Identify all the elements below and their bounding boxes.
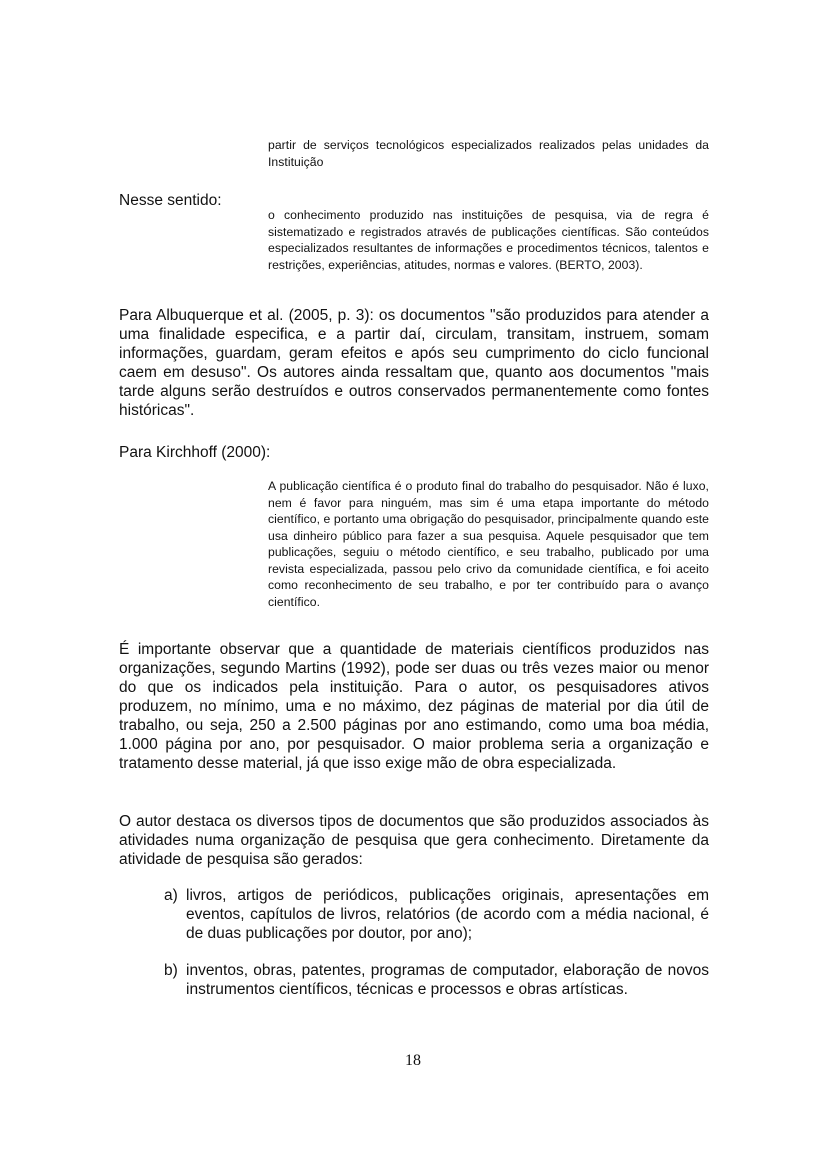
block-quote-continuation: partir de serviços tecnológicos especializados realizados pelas unidades da Instituição [268, 138, 709, 169]
list-item-text: inventos, obras, patentes, programas de computador, elaboração de novos instrumentos científicos, técnicas e processos e obras artísticas. [186, 962, 709, 998]
block-quote-kirchhoff: A publicação científica é o produto final do trabalho do pesquisador. Não é luxo, nem é favor para ninguém, mas sim é uma etapa importante do método científico, e portanto uma obrigação do pesquisador, principalmente quando este usa dinheiro público para fazer a sua pesquisa. Aquele pesquisador que tem publicações, seguiu o método científico, e seu trabalho, publicado por uma revista especializada, passou pelo crivo da comunidade científica, e foi aceito como reconhecimento de seu trabalho, e por ter contribuído para o avanço científico. [268, 479, 709, 609]
block-quote-berto: o conhecimento produzido nas instituições de pesquisa, via de regra é sistematizado e registrados através de publicações científicas. São conteúdos especializados resultantes de informações e procedimentos técnicos, talentos e restrições, experiências, atitudes, normas e valores. (BERTO, 2003). [268, 208, 709, 272]
list-item-a [164, 886, 709, 943]
paragraph-autor-destaca: O autor destaca os diversos tipos de documentos que são produzidos associados às atividades numa organização de pesquisa que gera conhecimento. Diretamente da atividade de pesquisa são gerados: [119, 813, 709, 868]
list-item-text: livros, artigos de periódicos, publicações originais, apresentações em eventos, capítulos de livros, relatórios (de acordo com a média nacional, é de duas publicações por doutor, por ano); [186, 887, 709, 942]
list-marker: a) [164, 887, 178, 904]
paragraph-importante-observar: É importante observar que a quantidade de materiais científicos produzidos nas organizações, segundo Martins (1992), pode ser duas ou três vezes maior ou menor do que os indicados pela instituição. Para o autor, os pesquisadores ativos produzem, no mínimo, uma e no máximo, dez páginas de material por dia útil de trabalho, ou seja, 250 a 2.500 páginas por ano estimando, como uma boa média, 1.000 página por ano, por pesquisador. O maior problema seria a organização e tratamento desse material, já que isso exige mão de obra especializada. [119, 641, 709, 772]
lead-in-nesse-sentido: Nesse sentido: [119, 192, 222, 209]
page-number: 18 [405, 1052, 421, 1069]
list-item-b [164, 961, 709, 999]
lead-in-kirchhoff: Para Kirchhoff (2000): [119, 444, 271, 461]
list-marker: b) [164, 962, 178, 979]
paragraph-albuquerque: Para Albuquerque et al. (2005, p. 3): os documentos "são produzidos para atender a uma finalidade especifica, e a partir daí, circulam, transitam, instruem, somam informações, guardam, geram efeitos e após seu cumprimento do ciclo funcional caem em desuso". Os autores ainda ressaltam que, quanto aos documentos "mais tarde alguns serão destruídos e outros conservados permanentemente como fontes históricas". [119, 307, 709, 419]
